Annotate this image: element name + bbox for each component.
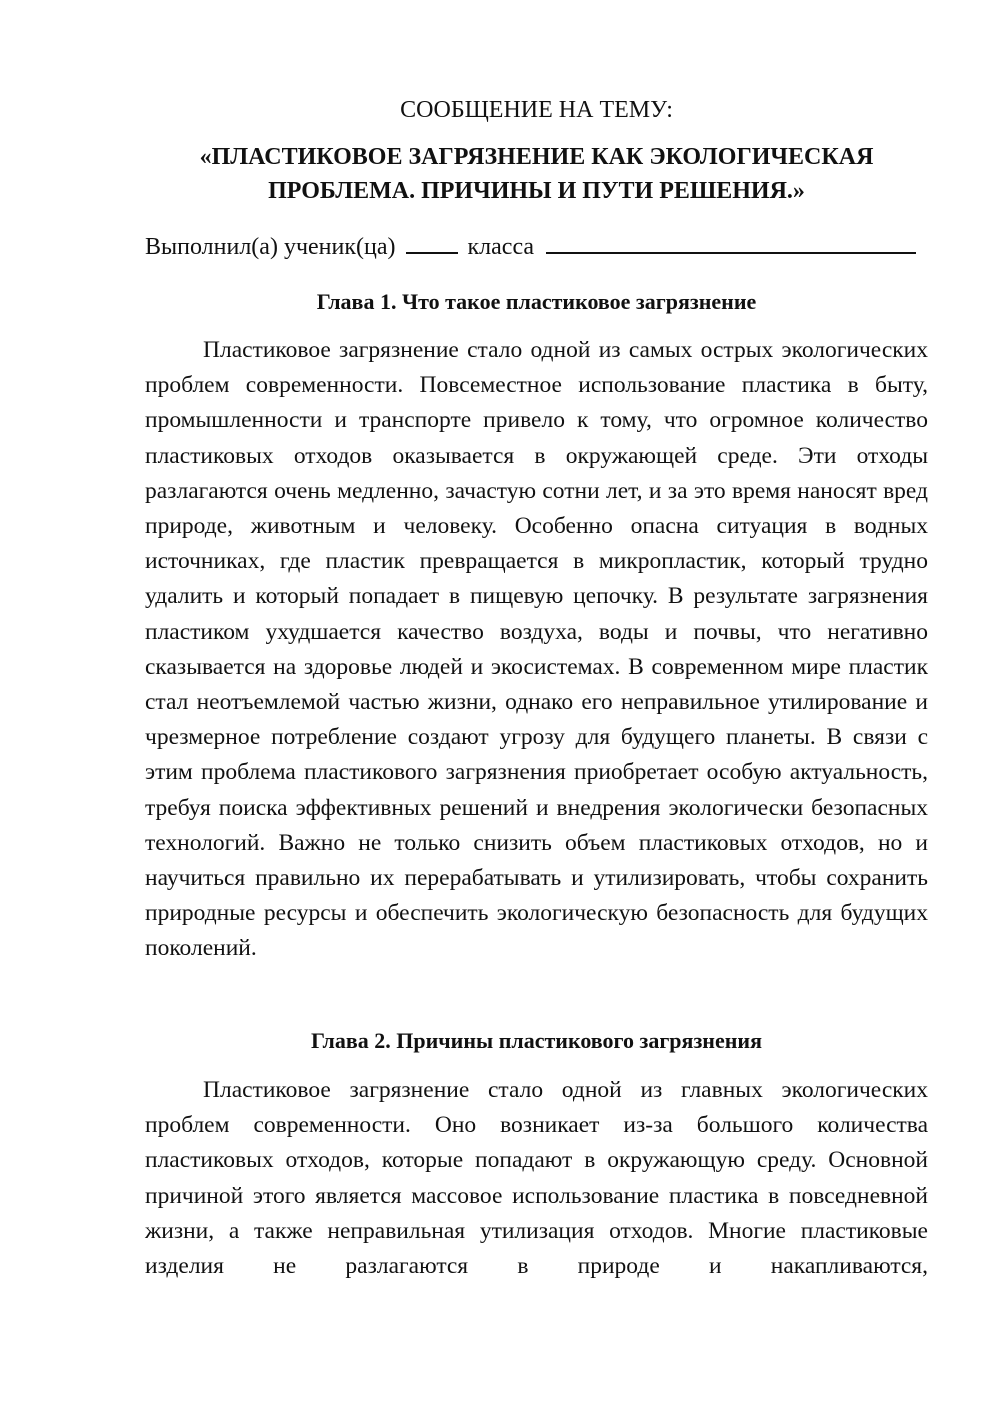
chapter-1-title: Глава 1. Что такое пластиковое загрязнение [316, 289, 757, 314]
report-title-line-1: «ПЛАСТИКОВОЕ ЗАГРЯЗНЕНИЕ КАК ЭКОЛОГИЧЕСКАЯ [199, 144, 874, 170]
author-prefix: Выполнил(а) ученик(ца) [145, 234, 396, 260]
chapter-1-paragraph: Пластиковое загрязнение стало одной из самых острых экологических проблем современности. Повсеместное использование пластика в быту, промышленности и транспорте привело к тому, что огромное количество пластиковых отходов оказывается в окружающей среде. Эти отходы разлагаются очень медленно, зачастую сотни лет, и за это время наносят вред природе, животным и человеку. Особенно опасна ситуация в водных источниках, где пластик превращается в микропластик, который трудно удалить и который попадает в пищевую цепочку. В результате загрязнения пластиком ухудшается качество воздуха, воды и почвы, что негативно сказывается на здоровье людей и экосистемах. В современном мире пластик стал неотъемлемой частью жизни, однако его неправильное утилирование и чрезмерное потребление создают угрозу для будущего планеты. В связи с этим проблема пластикового загрязнения приобретает особую актуальность, требуя поиска эффективных решений и внедрения экологически безопасных технологий. Важно не только снизить объем пластиковых отходов, но и научиться правильно их перерабатывать и утилизировать, чтобы сохранить природные ресурсы и обеспечить экологическую безопасность для будущих поколений. [145, 337, 928, 962]
class-blank [406, 230, 458, 254]
author-line [145, 230, 928, 263]
chapter-2-title: Глава 2. Причины пластикового загрязнения [311, 1028, 762, 1053]
name-blank [546, 230, 916, 254]
class-word: класса [467, 234, 535, 260]
report-label: СООБЩЕНИЕ НА ТЕМУ: [400, 97, 673, 123]
chapter-2-paragraph: Пластиковое загрязнение стало одной из главных экологических проблем современности. Оно возникает из-за большого количества пластиковых отходов, которые попадают в окружающую среду. Основной причиной этого является массовое использование пластика в повседневной жизни, а также неправильная утилизация отходов. Многие пластиковые изделия не разлагаются в природе и накапливаются, [145, 1077, 928, 1280]
report-title-line-2: ПРОБЛЕМА. ПРИЧИНЫ И ПУТИ РЕШЕНИЯ.» [268, 178, 805, 204]
